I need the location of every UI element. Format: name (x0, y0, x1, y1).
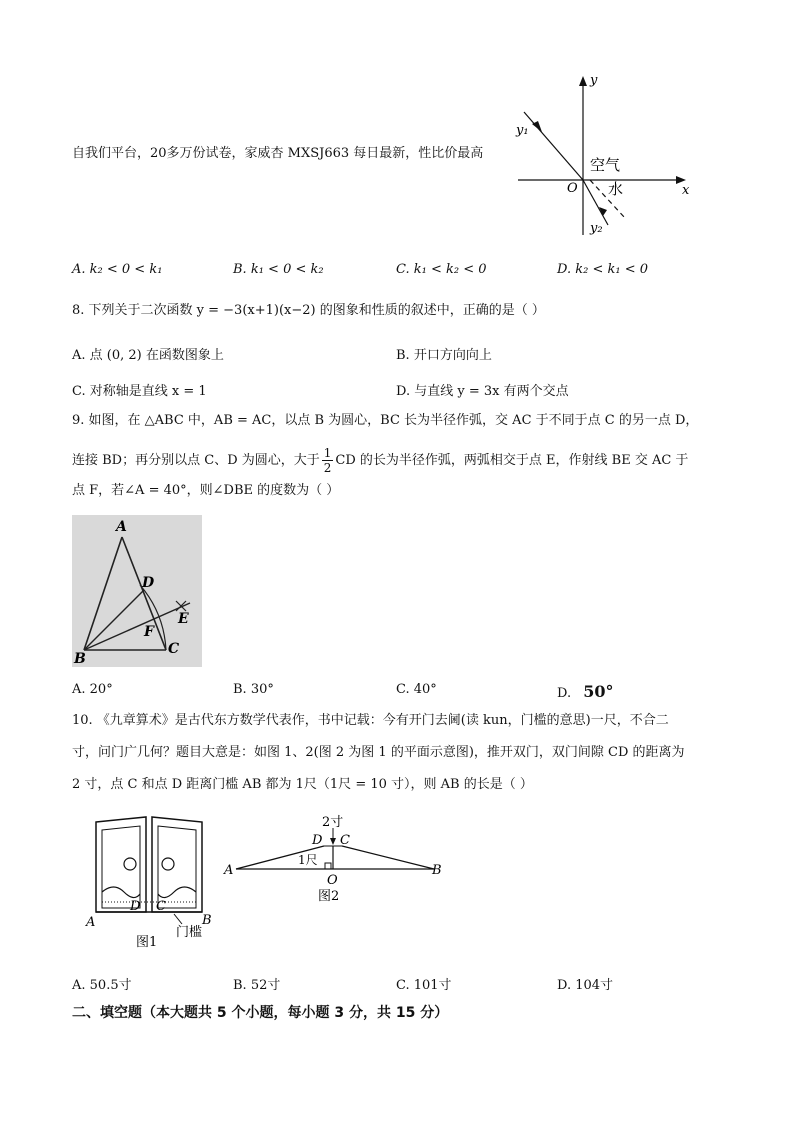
refraction-graph (510, 70, 700, 240)
y2-ray (583, 180, 608, 225)
q8-stem: 8. 下列关于二次函数 y = −3(x+1)(x−2) 的图象和性质的叙述中，正确的是（ ） (72, 303, 545, 318)
right-door (152, 817, 202, 912)
q9-line2 (72, 446, 688, 475)
y2-label: y₂ (590, 221, 603, 236)
left-door-panel (102, 826, 140, 908)
q9-option-d[interactable] (557, 682, 614, 701)
q10-option-a[interactable]: A. 50.5寸 (72, 978, 132, 993)
air-label: 空气 (590, 156, 621, 174)
y1-ray (524, 112, 583, 180)
q9-line2-post: CD 的长为半径作弧，两弧相交于点 E，作射线 BE 交 AC 于 (335, 453, 689, 468)
q9-option-d-prefix: D. (557, 686, 572, 701)
gap-arrow (330, 838, 336, 845)
q7-option-d[interactable]: D. k₂ < k₁ < 0 (557, 262, 648, 277)
q10-line2: 寸，问门广几何？题目大意是：如图 1、2(图 2 为图 1 的平面示意图)，推开双门，双门间隙 CD 的距离为 (72, 745, 685, 760)
q9-option-a[interactable]: A. 20° (72, 682, 113, 697)
fig2-label-o: O (327, 873, 338, 888)
q7-option-c[interactable]: C. k₁ < k₂ < 0 (396, 262, 487, 277)
q8-option-d[interactable]: D. 与直线 y = 3x 有两个交点 (396, 384, 569, 399)
x-label: x (682, 183, 690, 198)
fig2-chi-label: 1尺 (298, 853, 318, 867)
fig1-label-b: B (202, 913, 212, 928)
q7-option-a[interactable]: A. k₂ < 0 < k₁ (72, 262, 163, 277)
y-axis-arrow (579, 76, 587, 86)
q10-figure-1 (80, 812, 220, 952)
q9-option-d-value: 50° (583, 682, 614, 701)
fig1-label-a: A (86, 915, 96, 930)
q9-option-b[interactable]: B. 30° (233, 682, 274, 697)
promo-text: 自我们平台，20多万份试卷，家威杏 MXSJ663 每日最新，性比价最高 (72, 146, 484, 161)
left-door-knob (124, 858, 136, 870)
q10-option-b[interactable]: B. 52寸 (233, 978, 281, 993)
fig2-label-c: C (340, 833, 350, 848)
q9-figure (72, 515, 202, 667)
label-c: C (168, 641, 180, 657)
bc-line (342, 846, 434, 869)
q9-fraction (322, 446, 334, 475)
y1-label: y₁ (516, 123, 529, 138)
q7-option-b[interactable]: B. k₁ < 0 < k₂ (233, 262, 324, 277)
fig1-caption: 图1 (136, 935, 158, 950)
q10-line3: 2 寸，点 C 和点 D 距离门槛 AB 都为 1尺（1尺 = 10 寸），则 AB 的长是（ ） (72, 777, 533, 792)
label-f: F (144, 624, 154, 640)
label-b: B (74, 651, 86, 667)
section-2-heading: 二、填空题（本大题共 5 个小题，每小题 3 分，共 15 分） (72, 1005, 449, 1021)
q9-line3: 点 F，若∠A = 40°，则∠DBE 的度数为（ ） (72, 483, 340, 498)
q8-option-c[interactable]: C. 对称轴是直线 x = 1 (72, 384, 207, 399)
q9-option-c[interactable]: C. 40° (396, 682, 437, 697)
q9-line2-pre: 连接 BD；再分别以点 C、D 为圆心，大于 (72, 453, 320, 468)
q10-option-d[interactable]: D. 104寸 (557, 978, 614, 993)
q10-figure-2 (222, 812, 452, 932)
right-door-knob (162, 858, 174, 870)
q9-frac-den: 2 (323, 461, 332, 475)
fig1-label-c: C (156, 899, 166, 914)
fig1-threshold-label: 门槛 (176, 925, 203, 940)
y-label: y (590, 73, 598, 88)
label-a: A (116, 519, 127, 535)
fig2-label-b: B (432, 863, 442, 878)
q8-option-a[interactable]: A. 点 (0, 2) 在函数图象上 (72, 348, 224, 363)
fig2-label-a: A (224, 863, 234, 878)
right-door-panel (158, 826, 196, 908)
q10-option-c[interactable]: C. 101寸 (396, 978, 452, 993)
q8-option-b[interactable]: B. 开口方向向上 (396, 348, 492, 363)
left-door-wave (102, 887, 140, 898)
threshold-pointer (174, 914, 182, 924)
label-d: D (142, 575, 155, 591)
fig1-label-d: D (130, 899, 141, 914)
fig2-gap-label: 2寸 (322, 815, 344, 830)
right-door-wave (158, 887, 196, 898)
label-e: E (178, 611, 189, 627)
q9-line1: 9. 如图，在 △ABC 中，AB = AC，以点 B 为圆心，BC 长为半径作弧，交 AC 于不同于点 C 的另一点 D， (72, 413, 699, 428)
q9-figure-bg (72, 515, 202, 667)
left-door (96, 817, 146, 912)
water-label: 水 (608, 180, 624, 198)
fig2-caption: 图2 (318, 889, 340, 904)
right-angle-mark (325, 863, 331, 869)
q9-frac-num: 1 (323, 446, 332, 460)
fig2-label-d: D (312, 833, 323, 848)
q10-line1: 10. 《九章算术》是古代东方数学代表作，书中记载：今有开门去阃(读 kun，门槛的意思)一尺，不合二 (72, 713, 669, 728)
origin-label: O (567, 181, 578, 196)
